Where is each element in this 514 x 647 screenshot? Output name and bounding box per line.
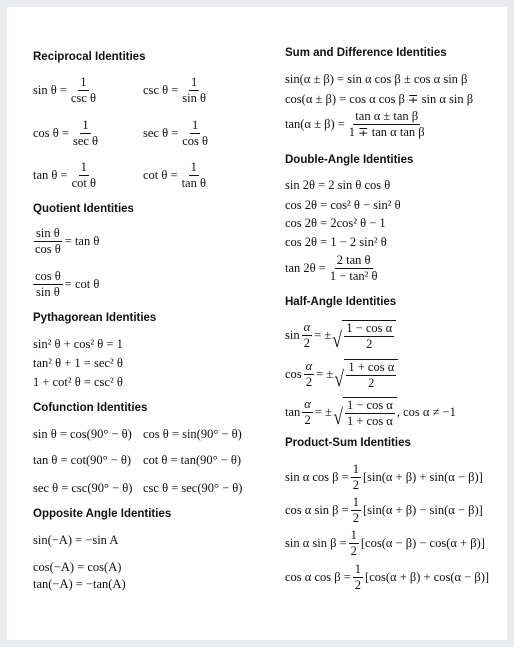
sumdiff-sin: sin(α ± β) = sin α cos β ± cos α sin β xyxy=(285,72,468,86)
square-root: √ $\frac{\text{1 − cos α}}{\text{1 + cos α}}$ xyxy=(332,397,397,428)
reciprocal-cos xyxy=(33,119,102,148)
plus-minus: = ± xyxy=(316,367,334,382)
numerator: 1 xyxy=(189,76,199,91)
formula-lhs: tan(α ± β) = xyxy=(285,117,345,132)
pythagorean-2: tan² θ + 1 = sec² θ xyxy=(33,356,123,370)
quotient-cot xyxy=(33,270,99,299)
reciprocal-tan xyxy=(33,161,100,190)
plus-minus: = ± xyxy=(314,328,332,343)
numerator: 1 − cos α xyxy=(344,322,394,337)
function-name: sin xyxy=(285,328,300,343)
denominator: tan θ xyxy=(181,176,206,191)
plus-minus: = ± xyxy=(314,405,332,420)
denominator: 2 xyxy=(304,413,311,428)
denominator: 2 xyxy=(368,376,375,391)
formula-rhs: [sin(α + β) − sin(α − β)] xyxy=(362,503,483,518)
cofunction-cot: cot θ = tan(90° − θ) xyxy=(143,453,242,467)
prodsum-1 xyxy=(285,463,483,492)
denominator: 2 xyxy=(352,478,359,493)
pythagorean-1: sin² θ + cos² θ = 1 xyxy=(33,337,123,351)
function-name: cos xyxy=(285,367,302,382)
quotient-tan xyxy=(33,227,99,256)
numerator: 1 xyxy=(351,496,361,511)
numerator: α xyxy=(304,360,315,375)
double-cos-3: cos 2θ = 1 − 2 sin² θ xyxy=(285,235,387,249)
cofunction-sin: sin θ = cos(90° − θ) xyxy=(33,427,132,441)
double-cos-1: cos 2θ = cos² θ − sin² θ xyxy=(285,198,401,212)
numerator: 1 xyxy=(351,463,361,478)
numerator: α xyxy=(302,398,313,413)
reciprocal-csc xyxy=(143,76,210,105)
formula-lhs: cos θ = xyxy=(33,126,69,141)
double-sin: sin 2θ = 2 sin θ cos θ xyxy=(285,178,391,192)
double-tan xyxy=(285,254,382,283)
denominator: 2 xyxy=(366,337,373,352)
denominator: csc θ xyxy=(70,91,96,106)
denominator: sec θ xyxy=(72,134,99,149)
prodsum-2 xyxy=(285,496,483,525)
half-cos xyxy=(285,359,398,390)
condition: , cos α ≠ −1 xyxy=(396,405,456,420)
denominator: 2 xyxy=(303,336,310,351)
opposite-cos: cos(−A) = cos(A) xyxy=(33,560,122,574)
sumdiff-cos: cos(α ± β) = cos α cos β ∓ sin α sin β xyxy=(285,92,474,106)
prodsum-title: Product-Sum Identities xyxy=(285,437,411,449)
denominator: 2 xyxy=(305,375,313,390)
sumdiff-title: Sum and Difference Identities xyxy=(285,47,447,59)
denominator: 1 ∓ tan α tan β xyxy=(348,125,425,140)
denominator: 2 xyxy=(352,511,359,526)
formula-rhs: = cot θ xyxy=(64,277,100,292)
denominator: sin θ xyxy=(182,91,206,106)
reciprocal-cot xyxy=(143,161,210,190)
numerator: sin θ xyxy=(34,227,62,242)
numerator: 1 + cos α xyxy=(346,361,396,376)
numerator: 1 xyxy=(349,529,359,544)
formula-lhs: cos α cos β = xyxy=(285,570,351,585)
numerator: cos θ xyxy=(33,270,63,285)
numerator: 1 xyxy=(353,563,363,578)
numerator: 1 xyxy=(189,161,199,176)
denominator: cot θ xyxy=(71,176,96,191)
formula-lhs: tan 2θ = xyxy=(285,261,326,276)
denominator: cos θ xyxy=(35,242,61,257)
formula-lhs: sin α cos β = xyxy=(285,470,349,485)
formula-rhs: [sin(α + β) + sin(α − β)] xyxy=(362,470,483,485)
double-title: Double-Angle Identities xyxy=(285,154,414,166)
reciprocal-sin xyxy=(33,76,100,105)
cofunction-csc: csc θ = sec(90° − θ) xyxy=(143,481,243,495)
reciprocal-sec xyxy=(143,119,212,148)
formula-lhs: csc θ = xyxy=(143,83,179,98)
quotient-title: Quotient Identities xyxy=(33,203,134,215)
half-tan xyxy=(285,397,456,428)
prodsum-4 xyxy=(285,563,489,592)
opposite-sin: sin(−A) = −sin A xyxy=(33,533,119,547)
formula-lhs: sin α sin β = xyxy=(285,536,347,551)
cofunction-title: Cofunction Identities xyxy=(33,402,148,414)
numerator: 1 xyxy=(80,119,90,134)
denominator: 1 + cos α xyxy=(346,414,393,429)
denominator: cos θ xyxy=(182,134,209,149)
function-name: tan xyxy=(285,405,301,420)
formula-lhs: tan θ = xyxy=(33,168,68,183)
formula-rhs: = tan θ xyxy=(64,234,100,249)
numerator: 1 xyxy=(190,119,200,134)
formula-lhs: cot θ = xyxy=(143,168,178,183)
opposite-title: Opposite Angle Identities xyxy=(33,508,172,520)
half-sin xyxy=(285,320,396,351)
double-cos-2: cos 2θ = 2cos² θ − 1 xyxy=(285,216,386,230)
pythagorean-3: 1 + cot² θ = csc² θ xyxy=(33,375,123,389)
sumdiff-tan xyxy=(285,110,429,139)
formula-lhs: cos α sin β = xyxy=(285,503,349,518)
square-root: √ $\frac{\text{1 + cos α}}{2}$ xyxy=(333,359,398,390)
opposite-tan: tan(−A) = −tan(A) xyxy=(33,577,126,591)
cofunction-cos: cos θ = sin(90° − θ) xyxy=(143,427,242,441)
numerator: 2 tan θ xyxy=(335,254,373,269)
denominator: sin θ xyxy=(36,285,60,300)
denominator: 1 − tan² θ xyxy=(329,269,378,284)
cofunction-tan: tan θ = cot(90° − θ) xyxy=(33,453,132,467)
half-title: Half-Angle Identities xyxy=(285,296,397,308)
reciprocal-title: Reciprocal Identities xyxy=(33,51,146,63)
numerator: 1 xyxy=(79,161,89,176)
cofunction-sec: sec θ = csc(90° − θ) xyxy=(33,481,133,495)
numerator: tan α ± tan β xyxy=(353,110,420,125)
formula-lhs: sin θ = xyxy=(33,83,67,98)
numerator: α xyxy=(302,321,313,336)
formula-lhs: sec θ = xyxy=(143,126,179,141)
square-root: √ $\frac{\text{1 − cos α}}{2}$ xyxy=(331,320,396,351)
numerator: 1 xyxy=(78,76,88,91)
numerator: 1 − cos α xyxy=(345,399,395,414)
formula-rhs: [cos(α − β) − cos(α + β)] xyxy=(360,536,485,551)
denominator: 2 xyxy=(354,578,362,593)
prodsum-3 xyxy=(285,529,485,558)
denominator: 2 xyxy=(350,544,357,559)
pythagorean-title: Pythagorean Identities xyxy=(33,312,157,324)
formula-rhs: [cos(α + β) + cos(α − β)] xyxy=(365,570,490,585)
